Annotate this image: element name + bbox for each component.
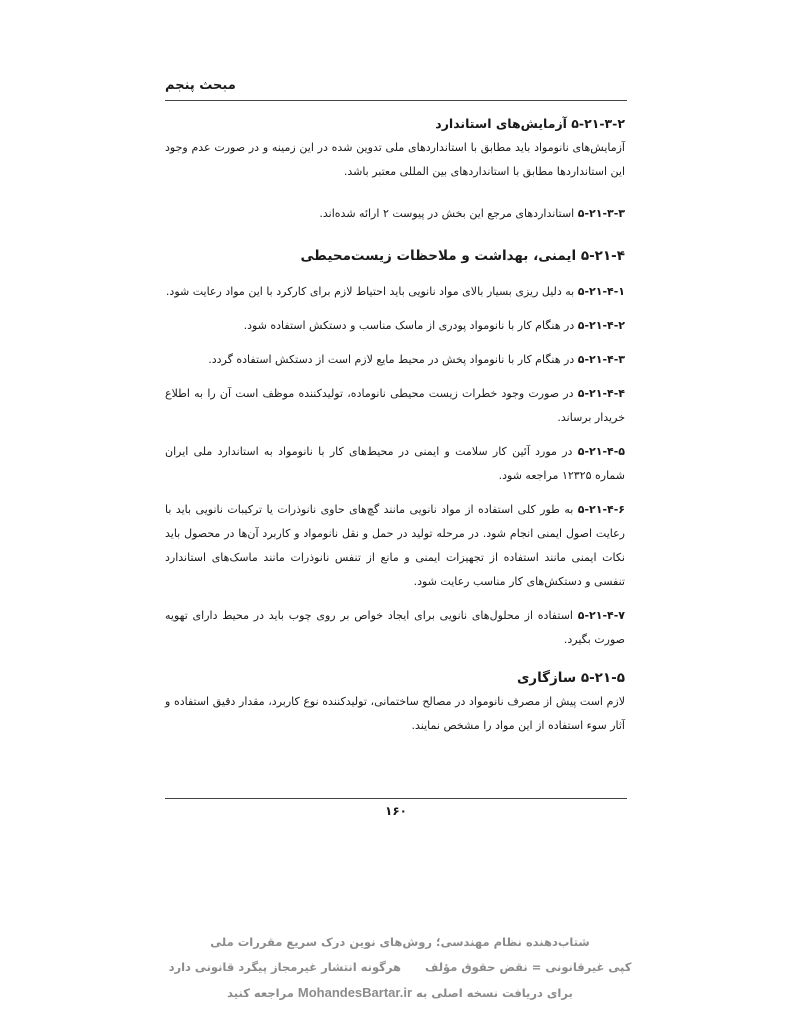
footer-rule [165,798,627,799]
clause-text: استانداردهای مرجع این بخش در پیوست ۲ ارائه شده‌اند. [319,207,578,220]
clause-text: در هنگام کار با نانومواد پودری از ماسک مناسب و دستکش استفاده شود. [243,319,578,332]
section-heading-compatibility: ۵-۲۱-۵ سازگاری [516,670,625,686]
paragraph-safety-6 [165,498,625,594]
section-heading-safety: ۵-۲۱-۴ ایمنی، بهداشت و ملاحظات زیست‌محیطی [300,248,625,264]
chapter-title: مبحث پنجم [165,78,236,93]
paragraph-safety-5 [165,440,625,488]
clause-text: استفاده از محلول‌های نانویی برای ایجاد خواص بر روی چوب باید در محیط دارای تهویه صورت بگیرد. [165,609,625,646]
paragraph-safety-2 [165,314,625,338]
section-heading-standard-tests: ۵-۲۱-۳-۲ آزمایش‌های استاندارد [435,116,625,131]
footer-legal-text: هرگونه انتشار غیرمجاز پیگرد قانونی دارد [168,960,401,974]
clause-text: در مورد آئین کار سلامت و ایمنی در محیط‌های کار با نانومواد به استاندارد ملی ایران شماره ۱۲۳۲۵ مراجعه شود. [165,445,625,482]
footer-line-1: شتاب‌دهنده نظام مهندسی؛ روش‌های نوین درک سریع مقررات ملی [210,935,590,949]
footer-cta-end: مراجعه کنید [227,986,294,1000]
footer-line-2 [120,955,680,980]
clause-number: ۵-۲۱-۴-۷ [577,609,625,622]
clause-text: به طور کلی استفاده از مواد نانویی مانند گچ‌های حاوی نانوذرات یا ترکیبات نانویی باید با رعایت اصول ایمنی انجام شود. در مرحله تولید در حمل و نقل نانومواد و کاربرد آن‌ها در محصول باید نکات ایمنی مانند استفاده از تجهیزات ایمنی و مانع از تنفس نانوذرات مانند ماسک‌های استاندارد تنفسی و دستکش‌های کار مناسب رعایت شود. [165,503,625,588]
footer-site-link[interactable]: MohandesBartar.ir [297,985,413,1000]
header-rule [165,100,627,101]
paragraph-safety-3 [165,348,625,372]
clause-text: در صورت وجود خطرات زیست محیطی نانوماده، تولیدکننده موظف است آن را به اطلاع خریدار برساند. [165,387,625,424]
clause-text: به دلیل ریزی بسیار بالای مواد نانویی باید احتیاط لازم برای کارکرد با این مواد رعایت شود. [165,285,578,298]
watermark-footer [120,930,680,1006]
clause-number: ۵-۲۱-۴-۶ [577,503,625,516]
clause-number: ۵-۲۱-۴-۱ [577,285,625,298]
clause-number: ۵-۲۱-۴-۳ [577,353,625,366]
paragraph-compatibility: لازم است پیش از مصرف نانومواد در مصالح ساختمانی، تولیدکننده نوع کاربرد، مقدار دقیق استفاده و آثار سوء استفاده از این مواد را مشخص نمایند. [165,695,625,732]
paragraph-reference-standards [165,202,625,226]
paragraph-safety-4 [165,382,625,430]
clause-number: ۵-۲۱-۴-۴ [577,387,625,400]
clause-number: ۵-۲۱-۴-۲ [577,319,625,332]
footer-copyright-text: کپی غیرقانونی = نقض حقوق مؤلف [425,960,632,974]
clause-text: در هنگام کار با نانومواد پخش در محیط مایع لازم است از دستکش استفاده گردد. [208,353,578,366]
body-content [165,112,625,738]
footer-line-3 [120,980,680,1006]
paragraph-safety-1 [165,280,625,304]
page-number: ۱۶۰ [385,804,407,818]
clause-number: ۵-۲۱-۳-۳ [577,207,625,220]
footer-cta-text: برای دریافت نسخه اصلی به [416,986,573,1000]
paragraph-standard-tests: آزمایش‌های نانومواد باید مطابق با استانداردهای ملی تدوین شده در این زمینه و در صورت عدم وجود این استانداردها مطابق با استانداردهای بین المللی معتبر باشد. [165,141,625,178]
paragraph-safety-7 [165,604,625,652]
clause-number: ۵-۲۱-۴-۵ [577,445,625,458]
